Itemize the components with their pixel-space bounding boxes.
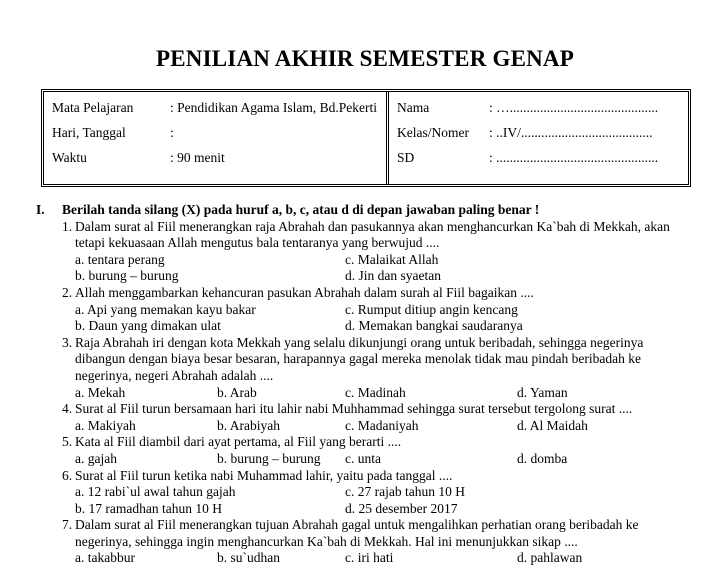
answer-option: d. pahlawan xyxy=(517,550,583,566)
answer-option: a. Api yang memakan kayu bakar xyxy=(75,301,256,317)
field-value: : ..IV/....................................... xyxy=(489,125,653,140)
answer-option: d. Al Maidah xyxy=(517,417,588,433)
answer-option: c. Rumput ditiup angin kencang xyxy=(345,301,518,317)
answer-option: a. 12 rabi`ul awal tahun gajah xyxy=(75,484,236,500)
question-text xyxy=(0,468,685,485)
question-body: Surat al Fiil turun bersamaan hari itu lahir nabi Muhhammad sehingga surat tersebut tergolong surat .... xyxy=(75,401,633,417)
answer-option: a. takabbur xyxy=(75,550,135,566)
question-body: Dalam surat al Fiil menerangkan raja Abrahah dan pasukannya akan menghancurkan Ka`bah di Mekkah, akan tetapi kekuasaan Allah mengutus bala tentaranya yang berwujud .... xyxy=(75,218,670,251)
field-value: : xyxy=(170,125,174,140)
question-body: Allah menggambarkan kehancuran pasukan Abrahah dalam surah al Fiil bagaikan .... xyxy=(75,284,534,300)
questions-section xyxy=(0,202,715,567)
question-number: 1. xyxy=(62,218,73,234)
field-label: Kelas/Nomer xyxy=(397,125,469,140)
answer-option: b. su`udhan xyxy=(217,550,280,566)
question-text xyxy=(0,401,685,418)
page-title: PENILIAN AKHIR SEMESTER GENAP xyxy=(156,46,574,71)
question-text xyxy=(0,285,685,302)
question-number: 2. xyxy=(62,284,73,300)
field-label: Mata Pelajaran xyxy=(52,100,134,115)
question-number: 3. xyxy=(62,334,73,350)
question-text xyxy=(0,517,685,550)
question-body: Surat al Fiil turun ketika nabi Muhammad lahir, yaitu pada tanggal .... xyxy=(75,467,453,483)
options-row xyxy=(0,550,715,567)
answer-option: a. Mekah xyxy=(75,384,126,400)
section-instruction: Berilah tanda silang (X) pada huruf a, b, c, atau d di depan jawaban paling benar ! xyxy=(62,202,540,217)
answer-option: b. Arabiyah xyxy=(217,417,280,433)
section-number: I. xyxy=(36,202,45,217)
field-value: : Pendidikan Agama Islam, Bd.Pekerti xyxy=(170,100,377,115)
answer-option: c. Malaikat Allah xyxy=(345,251,439,267)
answer-option: b. burung – burung xyxy=(75,268,179,284)
options-row xyxy=(0,302,715,319)
options-row xyxy=(0,418,715,435)
options-row xyxy=(0,318,715,335)
answer-option: b. Daun yang dimakan ulat xyxy=(75,318,221,334)
field-label: Nama xyxy=(397,100,430,115)
section-heading xyxy=(0,202,715,219)
answer-option: d. Memakan bangkai saudaranya xyxy=(345,318,523,334)
answer-option: a. gajah xyxy=(75,450,117,466)
answer-option: c. Madaniyah xyxy=(345,417,419,433)
answer-option: d. Jin dan syaetan xyxy=(345,268,441,284)
options-row xyxy=(0,501,715,518)
question-number: 5. xyxy=(62,434,73,450)
options-row xyxy=(0,484,715,501)
options-row xyxy=(0,385,715,402)
field-value: : 90 menit xyxy=(170,150,225,165)
answer-option: b. 17 ramadhan tahun 10 H xyxy=(75,500,222,516)
answer-option: d. 25 desember 2017 xyxy=(345,500,458,516)
identity-box xyxy=(41,89,691,187)
field-label: SD xyxy=(397,150,415,165)
field-value: : ................................................ xyxy=(489,150,659,165)
question-item xyxy=(0,335,715,401)
question-text xyxy=(0,335,685,385)
answer-option: b. Arab xyxy=(217,384,257,400)
question-list xyxy=(0,219,715,567)
field-value: : …............................................ xyxy=(489,100,659,115)
student-info xyxy=(389,92,688,184)
answer-option: c. Madinah xyxy=(345,384,406,400)
answer-option: a. Makiyah xyxy=(75,417,136,433)
answer-option: d. Yaman xyxy=(517,384,568,400)
question-item xyxy=(0,285,715,335)
question-number: 6. xyxy=(62,467,73,483)
answer-option: b. burung – burung xyxy=(217,450,321,466)
question-body: Raja Abrahah iri dengan kota Mekkah yang selalu dikunjungi orang untuk beribadah, sehingga negerinya dibangun dengan biaya besar besaran, harapannya gagal mereka menolak tidak mau pindah beribadah ke negerinya, negeri Abrahah adalah .... xyxy=(75,334,644,383)
answer-option: d. domba xyxy=(517,450,568,466)
options-row xyxy=(0,268,715,285)
options-row xyxy=(0,451,715,468)
question-item xyxy=(0,468,715,518)
field-label: Waktu xyxy=(52,150,87,165)
question-body: Dalam surat al Fiil menerangkan tujuan Abrahah gagal untuk mengalihkan perhatian orang beribadah ke negerinya, sehingga ingin menghancurkan Ka`bah di Mekkah. Hal ini menunjukkan sikap .... xyxy=(75,517,639,549)
question-text xyxy=(0,434,685,451)
question-item xyxy=(0,517,715,567)
question-text xyxy=(0,219,685,252)
answer-option: c. unta xyxy=(345,450,381,466)
options-row xyxy=(0,252,715,269)
answer-option: a. tentara perang xyxy=(75,251,165,267)
field-label: Hari, Tanggal xyxy=(52,125,126,140)
question-item xyxy=(0,219,715,285)
question-item xyxy=(0,401,715,434)
answer-option: c. iri hati xyxy=(345,550,394,566)
question-item xyxy=(0,434,715,467)
question-number: 4. xyxy=(62,401,73,417)
answer-option: c. 27 rajab tahun 10 H xyxy=(345,484,465,500)
question-number: 7. xyxy=(62,517,73,533)
question-body: Kata al Fiil diambil dari ayat pertama, al Fiil yang berarti .... xyxy=(75,434,402,450)
subject-info xyxy=(44,92,389,184)
